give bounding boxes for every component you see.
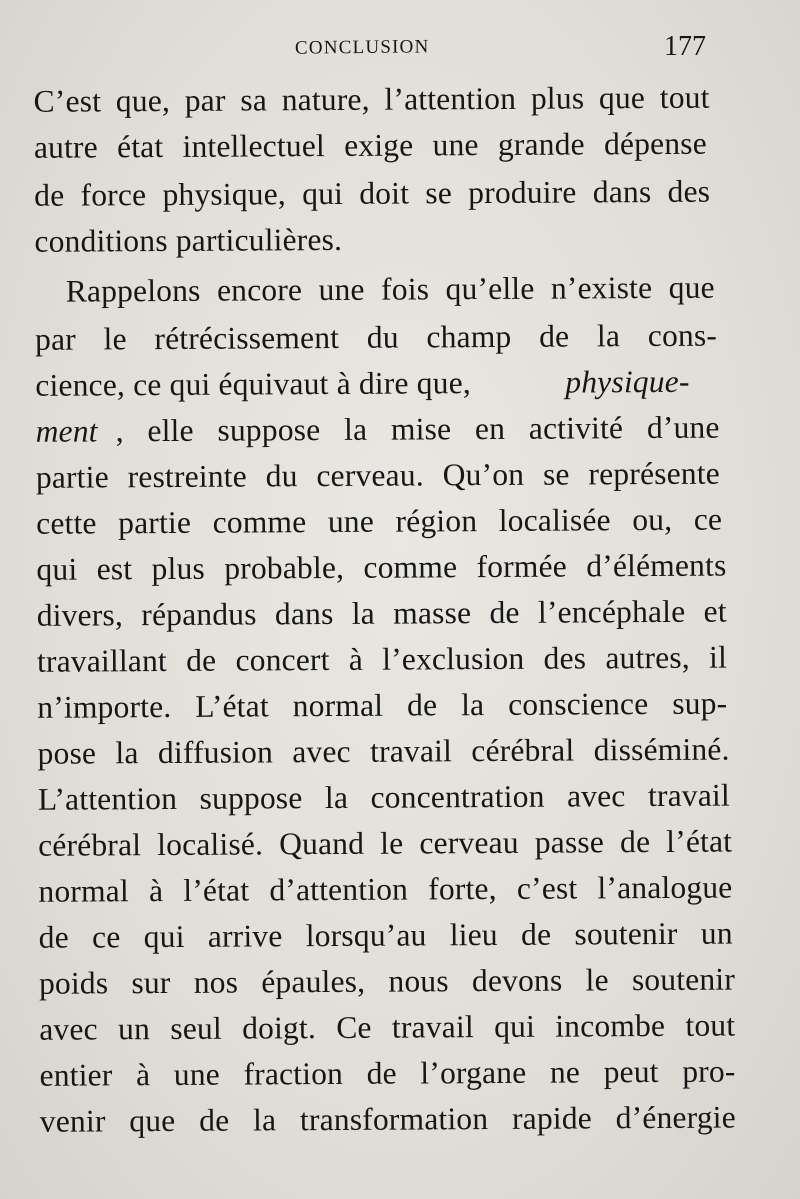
- text-line: pose la diffusion avec travail cérébral disséminé.: [37, 731, 730, 771]
- text-line: autre état intellectuel exige une grande dépense: [33, 125, 707, 165]
- italic-word: ment: [35, 413, 98, 449]
- text-line: avec un seul doigt. Ce travail qui incombe tout: [39, 1007, 736, 1047]
- text-line: de force physique, qui doit se produire dans des: [34, 173, 711, 213]
- text-line: L’attention suppose la concentration avec travail: [37, 777, 730, 817]
- section-title: CONCLUSION: [294, 36, 430, 59]
- text-line: qui est plus probable, comme formée d’éléments: [36, 547, 727, 587]
- text-line: C’est que, par sa nature, l’attention plus que tout: [33, 79, 710, 119]
- text-line: conditions particulières.: [34, 221, 343, 259]
- text-line: venir que de la transformation rapide d’énergie: [39, 1099, 736, 1139]
- text-line: divers, répandus dans la masse de l’encéphale et: [36, 593, 727, 633]
- text-line: cette partie comme une région localisée ou, ce: [36, 501, 723, 541]
- text-line: de ce qui arrive lorsqu’au lieu de soutenir un: [38, 915, 733, 955]
- page-number: 177: [664, 31, 706, 62]
- italic-word: physique-: [565, 363, 690, 400]
- text-line: cérébral localisé. Quand le cerveau passe de l’état: [38, 823, 733, 863]
- text-line: n’importe. L’état normal de la conscience sup-: [37, 685, 728, 725]
- text-line: , elle suppose la mise en activité d’une: [115, 409, 720, 449]
- text-line: travaillant de concert à l’exclusion des autres, il: [36, 639, 728, 679]
- text-line: par le rétrécissement du champ de la cons-: [34, 317, 718, 357]
- text-line: poids sur nos épaules, nous devons le soutenir: [38, 961, 736, 1001]
- paragraph-first-line: Rappelons encore une fois qu’elle n’existe que: [65, 269, 715, 309]
- text-line: normal à l’état d’attention forte, c’est l’analogue: [38, 869, 733, 909]
- text-line: entier à une fraction de l’organe ne peut pro-: [39, 1053, 736, 1093]
- text-line: cience, ce qui équivaut à dire que,: [35, 365, 471, 403]
- text-line: partie restreinte du cerveau. Qu’on se représente: [35, 455, 721, 495]
